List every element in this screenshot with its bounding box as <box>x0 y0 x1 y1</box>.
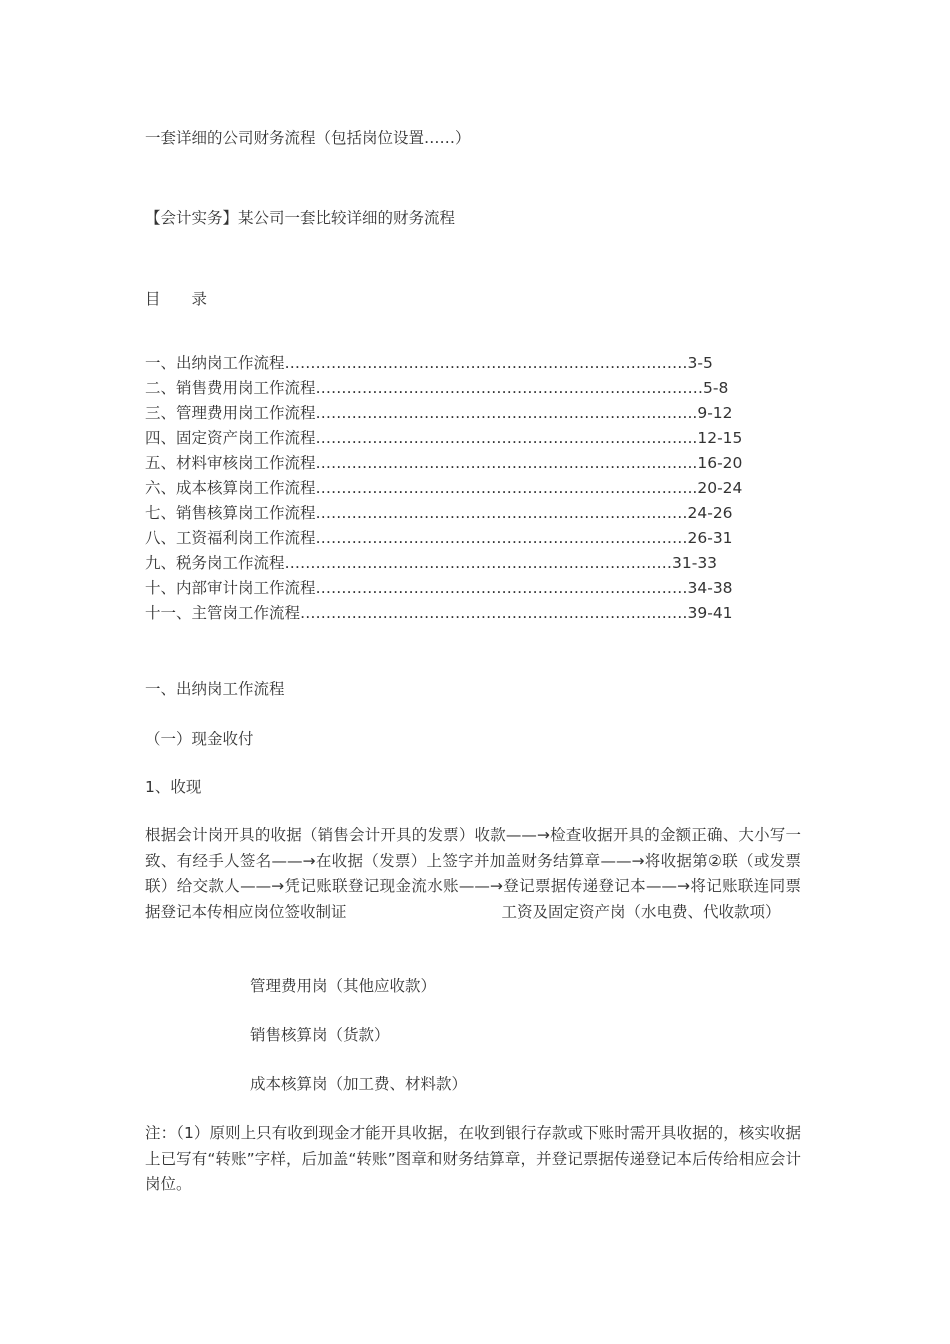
toc-entry: 二、销售费用岗工作流程…………………………………………………………………5-8 <box>145 379 729 397</box>
document-title: 一套详细的公司财务流程（包括岗位设置……） <box>145 129 471 147</box>
toc-entry: 七、销售核算岗工作流程………………………………………………………………24-26 <box>145 504 733 522</box>
toc-entry: 十一、主管岗工作流程…………………………………………………………………39-41 <box>145 604 733 622</box>
toc-entry: 十、内部审计岗工作流程………………………………………………………………34-38 <box>145 579 733 597</box>
section-heading: 一、出纳岗工作流程 <box>145 680 285 698</box>
item-heading: 1、收现 <box>145 778 202 796</box>
toc-entry: 五、材料审核岗工作流程………………………………………………………………..16-20 <box>145 454 743 472</box>
subsection-heading: （一）现金收付 <box>145 730 254 748</box>
toc-entry: 六、成本核算岗工作流程………………………………………………………………..20-24 <box>145 479 743 497</box>
document-subtitle: 【会计实务】某公司一套比较详细的财务流程 <box>145 209 456 227</box>
toc-heading: 目 录 <box>145 290 208 308</box>
toc-entry: 三、管理费用岗工作流程………………………………………………………………..9-12 <box>145 404 733 422</box>
toc-entry: 四、固定资产岗工作流程………………………………………………………………..12-15 <box>145 429 743 447</box>
indented-line: 销售核算岗（货款） <box>250 1026 390 1044</box>
body-paragraph: 根据会计岗开具的收据（销售会计开具的发票）收款——→检查收据开具的金额正确、大小写一致、有经手人签名——→在收据（发票）上签字并加盖财务结算章——→将收据第②联（或发票联）给交款人——→凭记账联登记现金流水账——→登记票据传递登记本——→将记账联连同票据登记本传相应岗位签收制证 工资及固定资产岗（水电费、代收款项） <box>145 826 801 921</box>
toc-entry: 九、税务岗工作流程…………………………………………………………………31-33 <box>145 554 718 572</box>
table-of-contents <box>145 353 742 628</box>
toc-entry: 一、出纳岗工作流程……………………………………………………………………3-5 <box>145 354 713 372</box>
indented-line: 成本核算岗（加工费、材料款） <box>250 1075 468 1093</box>
toc-entry: 八、工资福利岗工作流程………………………………………………………………26-31 <box>145 529 733 547</box>
note-paragraph: 注：（1）原则上只有收到现金才能开具收据，在收到银行存款或下账时需开具收据的，核实收据上已写有“转账”字样，后加盖“转账”图章和财务结算章，并登记票据传递登记本后传给相应会计岗位。 <box>145 1124 801 1193</box>
indented-line: 管理费用岗（其他应收款） <box>250 977 437 995</box>
